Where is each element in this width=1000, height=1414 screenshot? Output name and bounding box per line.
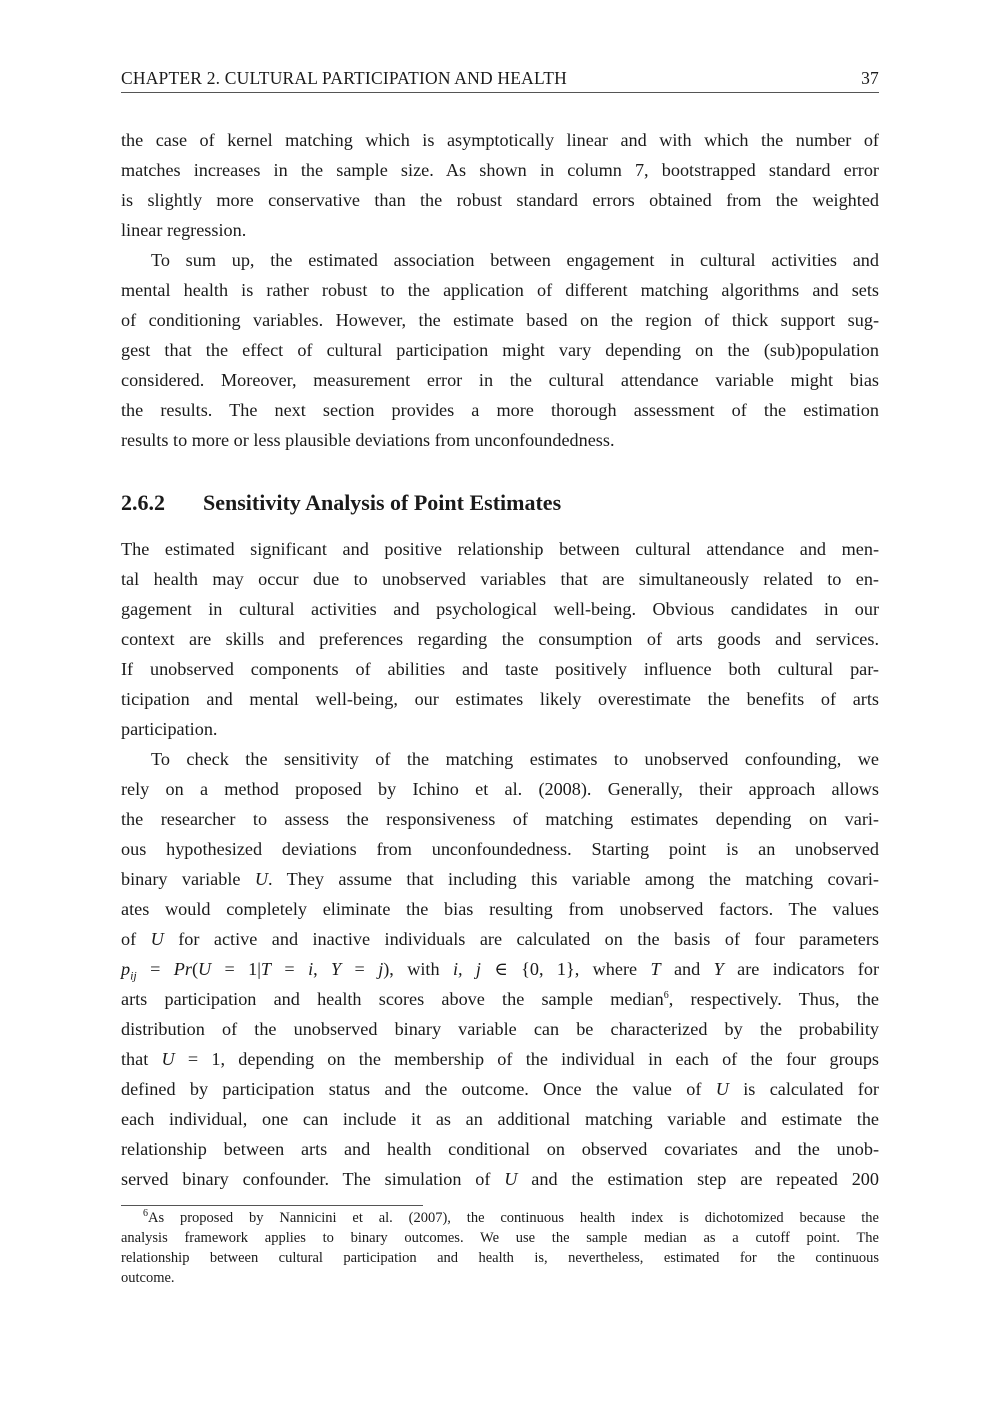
text-span: = — [136, 959, 174, 979]
math-var: i, j — [452, 959, 481, 979]
text-line: the results. The next section provides a more thorough assessment of the estimation — [121, 400, 879, 420]
text-line — [121, 1047, 879, 1071]
footnote-reference[interactable]: 6 — [663, 989, 669, 1001]
footnote-marker: 6 — [143, 1208, 148, 1220]
text-span: for active and inactive individuals are calculated on the basis of four parameters — [163, 929, 879, 949]
text-span: As proposed by Nannicini et al. (2007), the continuous health index is dichotomized because the — [148, 1210, 879, 1226]
text-span: , — [313, 959, 332, 979]
text-line — [121, 1077, 879, 1101]
text-span: served binary confounder. The simulation of — [121, 1169, 505, 1189]
text-line: tal health may occur due to unobserved variables that are simultaneously related to en- — [121, 569, 879, 589]
text-line: rely on a method proposed by Ichino et al. (2008). Generally, their approach allows — [121, 779, 879, 799]
page-number: 37 — [861, 68, 879, 88]
text-span: ), with — [383, 959, 453, 979]
text-span: defined by participation status and the outcome. Once the value of — [121, 1079, 716, 1099]
footnote-line: outcome. — [121, 1270, 175, 1286]
math-var: Pr — [173, 959, 192, 979]
text-line — [121, 987, 879, 1011]
text-line: The estimated significant and positive relationship between cultural attendance and men- — [121, 539, 879, 559]
math-var: i — [308, 959, 314, 979]
running-header — [121, 66, 879, 93]
text-span: = 1, depending on the membership of the individual in each of the four groups — [174, 1049, 879, 1069]
math-var: T — [650, 959, 661, 979]
text-span: are indicators for — [723, 959, 879, 979]
math-var: U — [504, 1169, 518, 1189]
text-line: relationship between arts and health conditional on observed covariates and the unob- — [121, 1139, 879, 1159]
text-line: context are skills and preferences regarding the consumption of arts goods and services. — [121, 629, 879, 649]
text-line — [121, 927, 879, 951]
text-line: gest that the effect of cultural participation might vary depending on the (sub)population — [121, 340, 879, 360]
math-line — [121, 957, 879, 988]
math-var: T — [260, 959, 272, 979]
footnote-rule — [121, 1205, 423, 1206]
footnote-line: analysis framework applies to binary outcomes. We use the sample median as a cutoff point. The — [121, 1230, 879, 1246]
text-span: that — [121, 1049, 162, 1069]
text-span: and the estimation step are repeated 200 — [517, 1169, 879, 1189]
math-var: U — [161, 1049, 175, 1069]
math-var: j — [378, 959, 384, 979]
text-line: the case of kernel matching which is asymptotically linear and with which the number of — [121, 130, 879, 150]
section-number: 2.6.2 — [121, 490, 165, 515]
text-line — [121, 1167, 879, 1191]
text-span: is calculated for — [728, 1079, 879, 1099]
text-line: results to more or less plausible deviations from unconfoundedness. — [121, 430, 615, 450]
math-var: U — [254, 869, 268, 889]
text-line: mental health is rather robust to the application of different matching algorithms and sets — [121, 280, 879, 300]
math-var: Y — [331, 959, 342, 979]
text-span: = — [341, 959, 379, 979]
text-line: ous hypothesized deviations from unconfoundedness. Starting point is an unobserved — [121, 839, 879, 859]
text-span: = — [271, 959, 309, 979]
text-line: ticipation and mental well-being, our estimates likely overestimate the benefits of arts — [121, 689, 879, 709]
text-span: and — [660, 959, 714, 979]
text-line: ates would completely eliminate the bias resulting from unobserved factors. The values — [121, 899, 879, 919]
text-span: , respectively. Thus, the — [668, 989, 879, 1009]
footnote-line: relationship between cultural participation and health is, nevertheless, estimated for the continuous — [121, 1250, 879, 1266]
running-title: CHAPTER 2. CULTURAL PARTICIPATION AND HEALTH — [121, 68, 567, 88]
text-span: ∈ {0, 1}, where — [480, 959, 651, 979]
text-line: is slightly more conservative than the robust standard errors obtained from the weighted — [121, 190, 879, 210]
math-var: U — [150, 929, 164, 949]
section-title: Sensitivity Analysis of Point Estimates — [203, 490, 562, 515]
footnote-line — [121, 1208, 879, 1228]
text-span: arts participation and health scores above the sample median — [121, 989, 664, 1009]
section-heading — [121, 490, 561, 516]
text-span: = 1| — [211, 959, 261, 979]
text-line: matches increases in the sample size. As shown in column 7, bootstrapped standard error — [121, 160, 879, 180]
text-line: If unobserved components of abilities and taste positively influence both cultural par- — [121, 659, 879, 679]
math-var: Y — [713, 959, 724, 979]
text-line: participation. — [121, 719, 218, 739]
text-line: To sum up, the estimated association between engagement in cultural activities and — [151, 250, 879, 270]
math-var: U — [715, 1079, 729, 1099]
text-span: binary variable — [121, 869, 255, 889]
text-line: of conditioning variables. However, the estimate based on the region of thick support sug- — [121, 310, 879, 330]
text-span: of — [121, 929, 151, 949]
text-line: linear regression. — [121, 220, 247, 240]
math-var: U — [198, 959, 212, 979]
text-line: each individual, one can include it as an additional matching variable and estimate the — [121, 1109, 879, 1129]
text-span: . They assume that including this variable among the matching covari- — [268, 869, 879, 889]
text-line: gagement in cultural activities and psychological well-being. Obvious candidates in our — [121, 599, 879, 619]
text-span: ( — [191, 959, 199, 979]
math-var: p — [121, 959, 131, 979]
text-line: the researcher to assess the responsiveness of matching estimates depending on vari- — [121, 809, 879, 829]
text-line: considered. Moreover, measurement error in the cultural attendance variable might bias — [121, 370, 879, 390]
math-subscript: ij — [130, 968, 137, 983]
text-line: To check the sensitivity of the matching estimates to unobserved confounding, we — [151, 749, 879, 769]
text-line: distribution of the unobserved binary variable can be characterized by the probability — [121, 1019, 879, 1039]
text-line — [121, 867, 879, 891]
